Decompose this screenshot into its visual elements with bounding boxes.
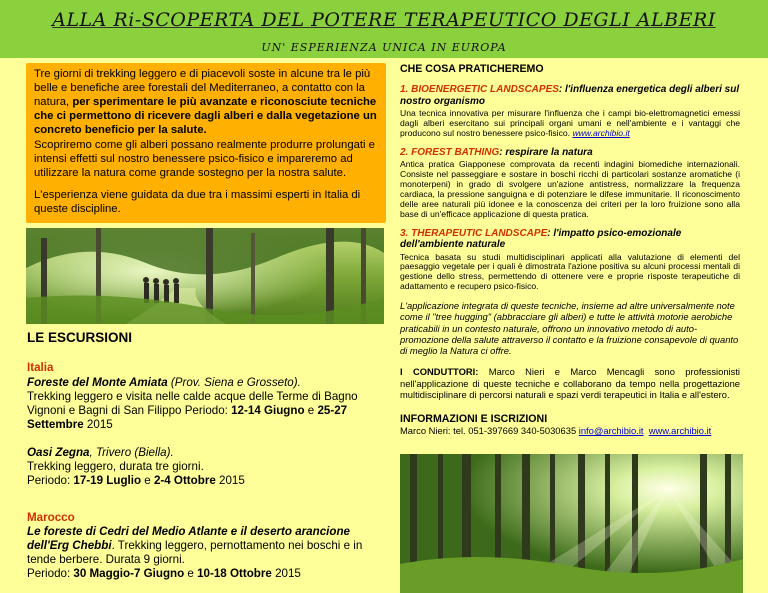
info-heading: INFORMAZIONI E ISCRIZIONI [400, 412, 548, 425]
intro-box [26, 63, 386, 223]
email-link[interactable]: info@archibio.it [578, 425, 644, 437]
info-contacts: Marco Nieri: tel. 051-397669 340-5030635 info@archibio.it www.archibio.it [400, 425, 712, 437]
country-morocco: Marocco [27, 510, 75, 524]
forest-hikers-photo [26, 228, 384, 324]
integration-paragraph: L'applicazione integrata di queste tecniche, insieme ad altre universalmente note come il "tree hugging" (abbracciare gli alberi) e tutte le attività motorie aerobiche praticabili in un contesto naturale, offrono un innovativo metodo di auto-promozione della salute attraverso il contatto e la fruizione consapevole di quanto di meglio la Natura ci offre. [400, 300, 739, 357]
practice-item-title: 1. BIOENERGETIC LANDSCAPES: l'influenza energetica degli alberi sul nostro organismo [400, 84, 740, 107]
excursions-heading: LE ESCURSIONI [27, 330, 133, 345]
sunlit-forest-photo [400, 454, 743, 593]
excursion-zegna: Oasi Zegna, Trivero (Biella). Trekking leggero, durata tre giorni. Periodo: 17-19 Luglio e 2-4 Ottobre 2015 [27, 446, 245, 488]
practice-item-text: Antica pratica Giapponese comprovata da recenti indagini biomediche internazionali. Consiste nel passeggiare e sostare in boschi ricchi di particolari sostanze aromatiche (i monoterpeni) in grado di svolgere un'azione antistress, normalizzare la frequenza cardiaca, la pressione sanguigna e di potenziare le difese immunitarie. Il riconoscimento delle aree naturali più idonee e la conoscenza dei criteri per la loro fruizione sono alla base di un'efficace applicazione di questa pratica. [400, 159, 740, 219]
excursion-morocco: Marocco Le foreste di Cedri del Medio Atlante e il deserto arancione dell'Erg Chebbi. Trekking leggero, pernottamento nei boschi e in tende berbere. Durata 9 giorni. Periodo: 30 Maggio-7 Giugno e 10-18 Ottobre 2015 [27, 511, 382, 582]
practice-item-title: 2. FOREST BATHING: respirare la natura [400, 146, 593, 158]
practice-section [400, 63, 740, 437]
excursions-section [27, 330, 382, 591]
intro-guides: L'esperienza viene guidata da due tra i massimi esperti in Italia di queste discipline. [34, 188, 361, 215]
country-italy: Italia [27, 361, 54, 375]
intro-paragraph: Tre giorni di trekking leggero e di piacevoli soste in alcune tra le più belle e benefiche aree forestali del Mediterraneo, a contatto con la natura, per sperimentare le più avanzate e riconosciute tecniche che ci permettono di ricevere dagli alberi e dalla vegetazione un concreto beneficio per la salute. Scopriremo come gli alberi possano realmente produrre prolungati e intensi effetti sul nostro benessere psico-fisico e impareremo ad utilizzare la natura come grande sostegno per la nostra salute. [34, 68, 377, 179]
website-link[interactable]: www.archibio.it [648, 425, 712, 437]
page-subtitle: UN' ESPERIENZA UNICA IN EUROPA [261, 41, 507, 54]
conductors-paragraph: I CONDUTTORI: Marco Nieri e Marco Mencagli sono professionisti nell'applicazione di queste tecniche e collaborano da tempo nella progettazione multidisciplinare di percorsi naturali e spazi verdi terapeutici in Italia e all'estero. [400, 366, 741, 401]
practice-heading: CHE COSA PRATICHEREMO [400, 63, 544, 75]
practice-item-title: 3. THERAPEUTIC LANDSCAPE: l'impatto psico-emozionale dell'ambiente naturale [400, 227, 682, 251]
archibio-link[interactable]: www.archibio.it [572, 127, 630, 138]
practice-item-text: Tecnica basata su studi multidisciplinari applicati alla valutazione di elementi del paesaggio vegetale per i quali è dimostrata l'azione positiva su alcuni processi mentali di gestione dello stress, permettendo di ottenere vere e proprie risposte terapeutiche di adattamento e recupero psico-fisico. [400, 251, 740, 292]
practice-item-text: Una tecnica innovativa per misurare l'influenza che i campi bio-elettromagnetici emessi dagli alberi esercitano sui principali organi umani e nell'ambiente e i vantaggi che producono sul nostro benessere psico-fisico. www.archibio.it [400, 108, 740, 138]
excursion-amiata: Italia Foreste del Monte Amiata (Prov. Siena e Grosseto). Trekking leggero e visita nelle calde acque delle Terme di Bagno Vignoni e Bagni di San Filippo Periodo: 12-14 Giugno e 25-27 Settembre 2015 [27, 361, 382, 432]
page-title: ALLA Ri-SCOPERTA DEL POTERE TERAPEUTICO DEGLI ALBERI [52, 9, 716, 31]
